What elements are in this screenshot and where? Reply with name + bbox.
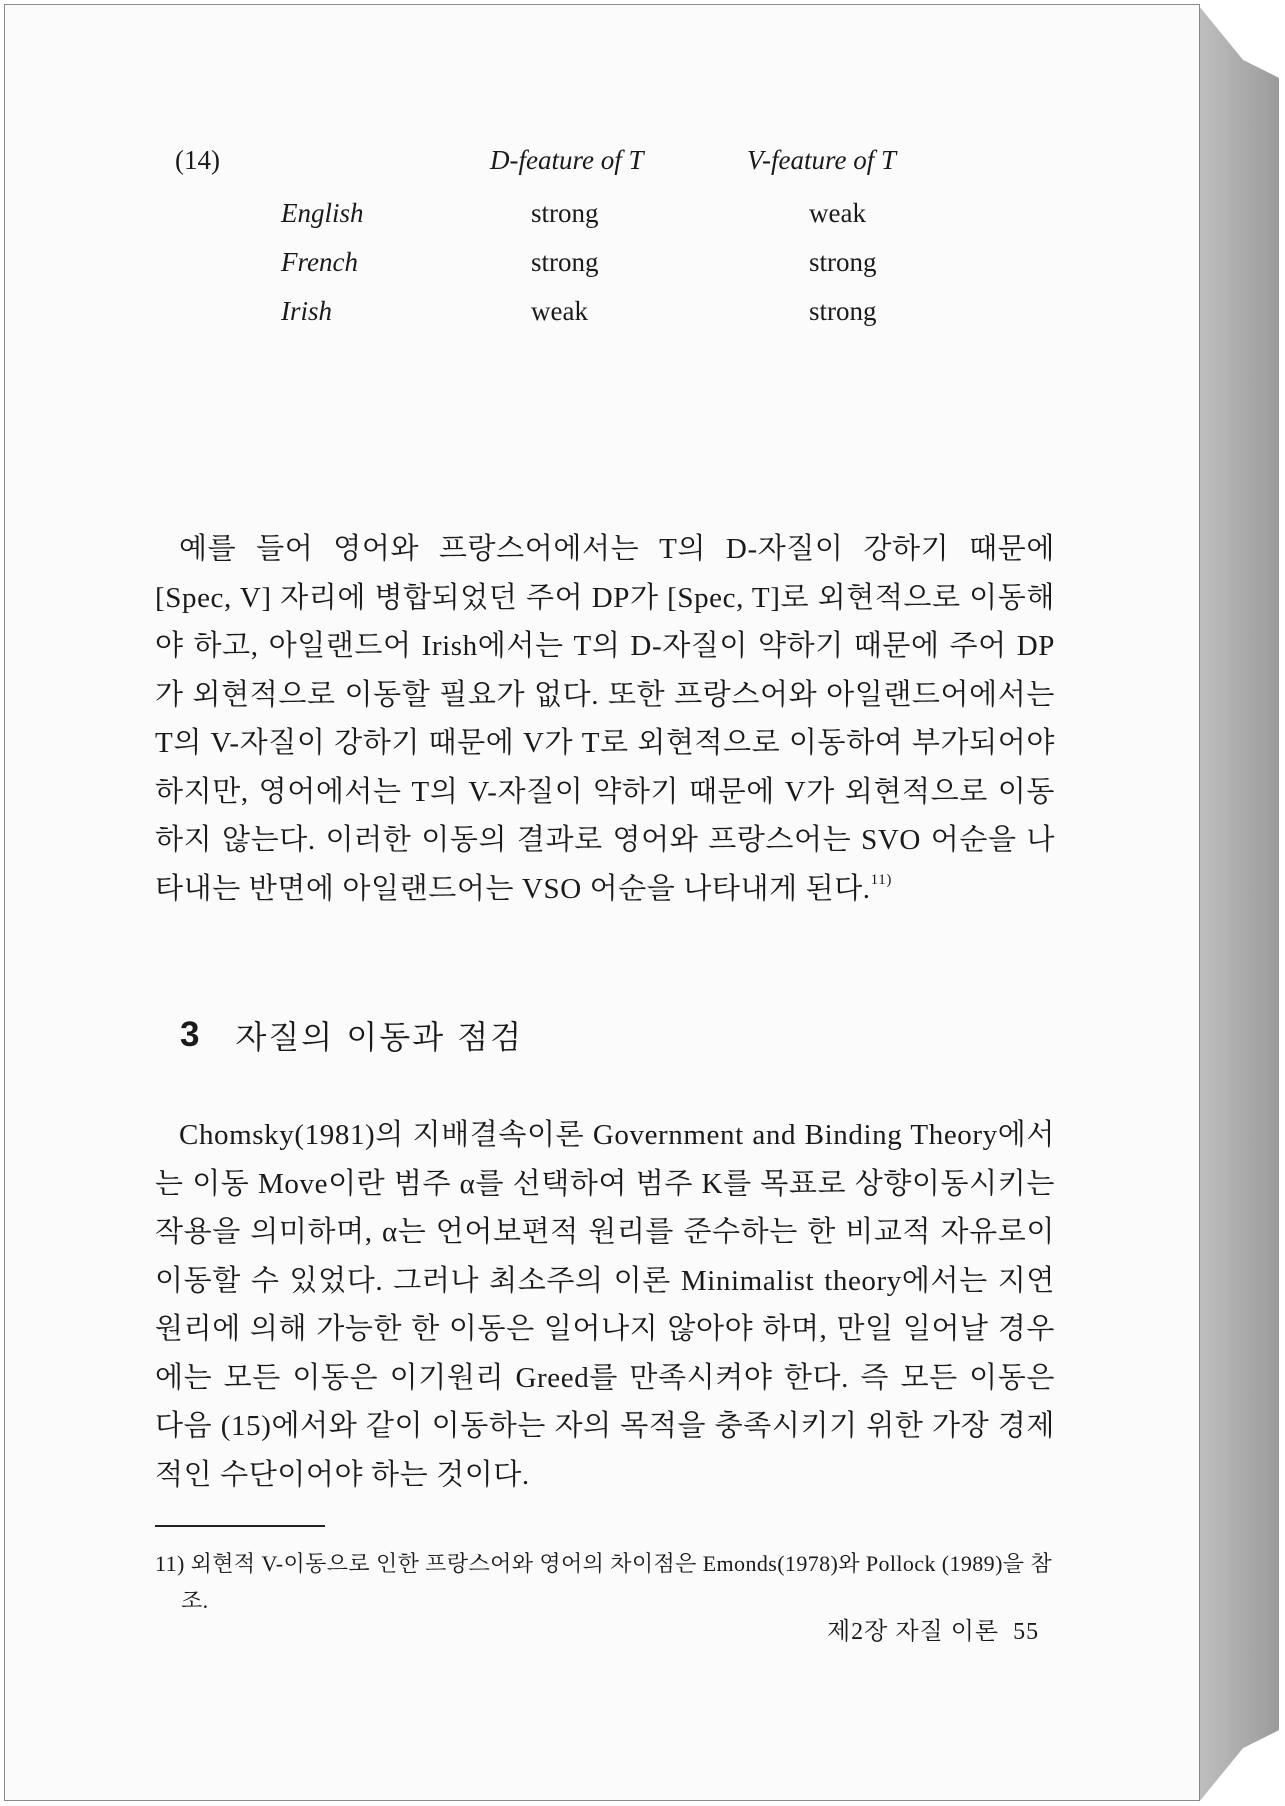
row-v-value: weak (809, 198, 866, 228)
page-edge-shadow (1199, 6, 1279, 1802)
footnote-11: 11) 외현적 V-이동으로 인한 프랑스어와 영어의 차이점은 Emonds(1978)와 Pollock (1989)을 참조. (155, 1551, 1052, 1613)
row-language: Irish (281, 296, 333, 326)
book-page (4, 4, 1200, 1801)
section-heading (155, 1005, 1055, 1065)
paragraph-1-text: 예를 들어 영어와 프랑스어에서는 T의 D-자질이 강하기 때문에 [Spec, V] 자리에 병합되었던 주어 DP가 [Spec, T]로 외현적으로 이동해야 하고, 아일랜드어 Irish에서는 T의 D-자질이 약하기 때문에 주어 DP가 외현적으로 이동할 필요가 없다. 또한 프랑스어와 아일랜드어에서는 T의 V-자질이 강하기 때문에 V가 T로 외현적으로 이동하여 부가되어야 하지만, 영어에서는 T의 V-자질이 약하기 때문에 V가 외현적으로 이동하지 않는다. 이러한 이동의 결과로 영어와 프랑스어는 SVO 어순을 나타내는 반면에 아일랜드어는 VSO 어순을 나타내게 된다. (155, 533, 1055, 905)
row-d-value: strong (531, 247, 599, 277)
row-language: French (281, 247, 358, 277)
row-v-value: strong (809, 296, 877, 326)
example-number: (14) (175, 145, 220, 175)
row-language: English (281, 198, 364, 228)
table-row (155, 296, 1055, 336)
table-row (155, 198, 1055, 238)
page-footer (827, 1611, 1039, 1646)
row-d-value: weak (531, 296, 588, 326)
section-number: 3 (180, 1015, 202, 1054)
footnote-divider (155, 1525, 325, 1527)
footnote-reference[interactable]: 11) (870, 871, 892, 888)
row-v-value: strong (809, 247, 877, 277)
body-paragraph-2: Chomsky(1981)의 지배결속이론 Government and Binding Theory에서는 이동 Move이란 범주 α를 선택하여 범주 K를 목표로 상향이동시키는 작용을 의미하며, α는 언어보편적 원리를 준수하는 한 비교적 자유로이 이동할 수 있었다. 그러나 최소주의 이론 Minimalist theory에서는 지연원리에 의해 가능한 한 이동은 일어나지 않아야 하며, 만일 일어날 경우에는 모든 이동은 이기원리 Greed를 만족시켜야 한다. 즉 모든 이동은 다음 (15)에서와 같이 이동하는 자의 목적을 충족시키기 위한 가장 경제적인 수단이어야 하는 것이다. (155, 1119, 1055, 1491)
row-d-value: strong (531, 198, 599, 228)
header-d-feature: D-feature of T (490, 145, 644, 175)
page-number: 55 (1013, 1619, 1040, 1645)
header-v-feature: V-feature of T (747, 145, 896, 175)
table-row (155, 247, 1055, 287)
running-chapter-title: 제2장 자질 이론 (827, 1619, 1000, 1645)
section-title: 자질의 이동과 점검 (235, 1018, 524, 1056)
body-paragraph-1 (155, 525, 1055, 913)
page-content (155, 145, 1055, 1619)
example-table-14 (155, 145, 1055, 345)
